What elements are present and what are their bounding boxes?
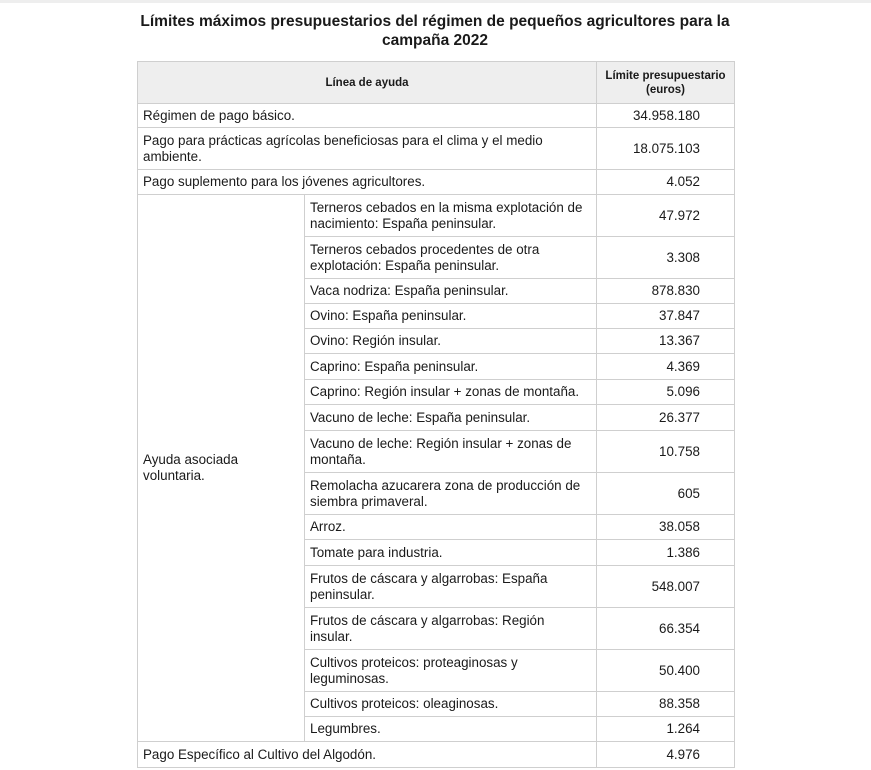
subrow-label: Terneros cebados procedentes de otra explotación: España peninsular.: [305, 237, 597, 279]
subrow-label: Frutos de cáscara y algarrobas: Región insular.: [305, 608, 597, 650]
subrow-value: 38.058: [597, 515, 735, 540]
row-value: 18.075.103: [597, 128, 735, 170]
subrow-value: 1.264: [597, 717, 735, 742]
table-row: [138, 170, 735, 195]
subrow-value: 4.369: [597, 354, 735, 380]
subrow-value: 878.830: [597, 279, 735, 304]
table-body: [138, 104, 735, 768]
subrow-value: 10.758: [597, 431, 735, 473]
subrow-label: Remolacha azucarera zona de producción de siembra primaveral.: [305, 473, 597, 515]
group-label: Ayuda asociada voluntaria.: [138, 195, 305, 742]
table-row: [138, 104, 735, 128]
budget-table: [137, 61, 735, 768]
subrow-value: 47.972: [597, 195, 735, 237]
table-row: [138, 742, 735, 768]
subrow-label: Cultivos proteicos: oleaginosas.: [305, 692, 597, 717]
subrow-label: Vacuno de leche: España peninsular.: [305, 405, 597, 431]
row-value: 34.958.180: [597, 104, 735, 128]
header-limit: Límite presupuestario (euros): [597, 62, 735, 104]
top-divider: [0, 0, 871, 3]
subrow-label: Legumbres.: [305, 717, 597, 742]
table-row: [138, 128, 735, 170]
header-line: Línea de ayuda: [138, 62, 597, 104]
table-row: [138, 195, 735, 237]
table-header-row: [138, 62, 735, 104]
subrow-value: 13.367: [597, 329, 735, 354]
row-label: Pago suplemento para los jóvenes agricultores.: [138, 170, 597, 195]
subrow-value: 3.308: [597, 237, 735, 279]
subrow-value: 1.386: [597, 540, 735, 566]
subrow-label: Vacuno de leche: Región insular + zonas de montaña.: [305, 431, 597, 473]
subrow-label: Arroz.: [305, 515, 597, 540]
subrow-label: Vaca nodriza: España peninsular.: [305, 279, 597, 304]
subrow-label: Terneros cebados en la misma explotación de nacimiento: España peninsular.: [305, 195, 597, 237]
subrow-value: 50.400: [597, 650, 735, 692]
row-label: Régimen de pago básico.: [138, 104, 597, 128]
subrow-value: 605: [597, 473, 735, 515]
row-value: 4.976: [597, 742, 735, 768]
subrow-label: Caprino: Región insular + zonas de montaña.: [305, 380, 597, 405]
subrow-value: 5.096: [597, 380, 735, 405]
subrow-label: Caprino: España peninsular.: [305, 354, 597, 380]
subrow-value: 37.847: [597, 304, 735, 329]
subrow-value: 66.354: [597, 608, 735, 650]
subrow-label: Ovino: España peninsular.: [305, 304, 597, 329]
subrow-label: Ovino: Región insular.: [305, 329, 597, 354]
subrow-label: Cultivos proteicos: proteaginosas y leguminosas.: [305, 650, 597, 692]
row-label: Pago Específico al Cultivo del Algodón.: [138, 742, 597, 768]
row-value: 4.052: [597, 170, 735, 195]
subrow-value: 88.358: [597, 692, 735, 717]
subrow-value: 26.377: [597, 405, 735, 431]
subrow-label: Frutos de cáscara y algarrobas: España peninsular.: [305, 566, 597, 608]
subrow-label: Tomate para industria.: [305, 540, 597, 566]
row-label: Pago para prácticas agrícolas beneficiosas para el clima y el medio ambiente.: [138, 128, 597, 170]
page-title: Límites máximos presupuestarios del régimen de pequeños agricultores para la campaña 2022: [140, 13, 730, 49]
subrow-value: 548.007: [597, 566, 735, 608]
